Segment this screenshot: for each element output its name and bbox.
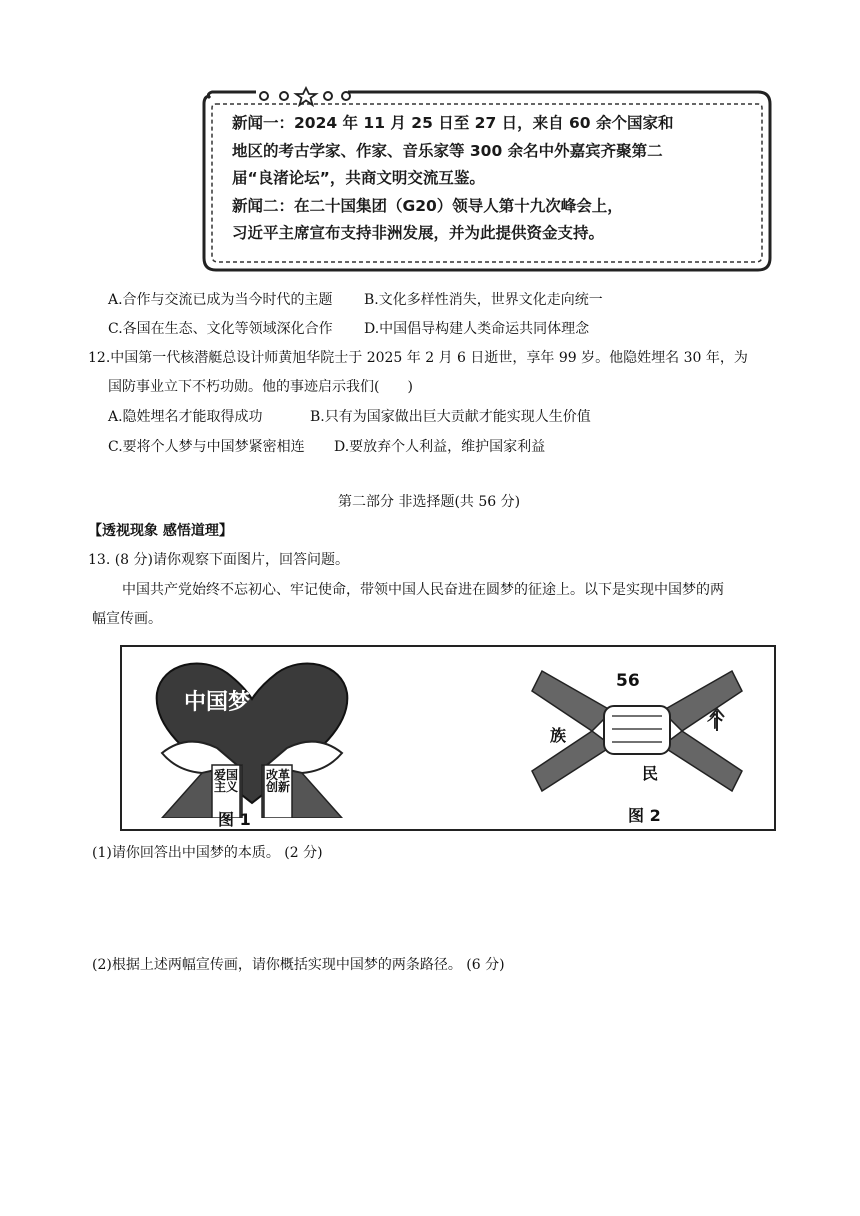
pillar-right-text	[266, 769, 290, 793]
pillar-left-char-4: 义	[226, 780, 239, 794]
q11-option-a: A.合作与交流已成为当今时代的主题	[108, 292, 333, 308]
pillar-left-char-2: 国	[226, 768, 239, 782]
q13-sub-question-2: (2)根据上述两幅宣传画，请你概括实现中国梦的两条路径。 (6 分)	[92, 957, 505, 973]
figure-1-label: 图 1	[218, 810, 251, 829]
q11-option-b: B.文化多样性消失，世界文化走向统一	[364, 292, 603, 308]
pillar-right-char-1: 改	[266, 768, 279, 782]
news-line-5: 习近平主席宣布支持非洲发展，并为此提供资金支持。	[232, 224, 605, 242]
pillar-right-char-4: 新	[278, 780, 291, 794]
pillar-left-char-3: 主	[214, 780, 227, 794]
pillar-left-text	[214, 769, 238, 793]
pillar-left-char-1: 爱	[214, 768, 227, 782]
heart-title: 中国梦	[184, 690, 251, 715]
label-zu: 族	[550, 726, 567, 745]
news-line-2: 地区的考古学家、作家、音乐家等 300 余名中外嘉宾齐聚第二	[232, 141, 663, 160]
q13-stem: 13. (8 分)请你观察下面图片，回答问题。	[88, 552, 349, 568]
news-line-1: 新闻一：2024 年 11 月 25 日至 27 日，来自 60 余个国家和	[232, 114, 674, 132]
news-line-3: 届“良渚论坛”，共商文明交流互鉴。	[232, 169, 485, 187]
q12-option-d: D.要放弃个人利益，维护国家利益	[334, 439, 546, 455]
q13-sub-question-1: (1)请你回答出中国梦的本质。 (2 分)	[92, 845, 323, 861]
pillar-right-char-3: 创	[266, 780, 279, 794]
propaganda-posters	[120, 645, 776, 831]
q12-stem-line-2: 国防事业立下不朽功勋。他的事迹启示我们( )	[108, 379, 413, 395]
label-56: 56	[616, 671, 640, 691]
news-line-4: 新闻二：在二十国集团（G20）领导人第十九次峰会上，	[232, 196, 623, 215]
q12-option-b: B.只有为国家做出巨大贡献才能实现人生价值	[310, 409, 591, 425]
q13-intro-line-2: 幅宣传画。	[92, 611, 162, 627]
news-content	[232, 110, 772, 248]
figure-2-label: 图 2	[628, 806, 661, 825]
q11-option-c: C.各国在生态、文化等领域深化合作	[108, 321, 333, 337]
label-min: 民	[642, 764, 659, 783]
q12-option-c: C.要将个人梦与中国梦紧密相连	[108, 439, 305, 455]
section-bracket-title: 【透视现象 感悟道理】	[88, 523, 233, 539]
figure-1-heart-illustration	[142, 653, 362, 818]
pillar-right-char-2: 革	[278, 768, 291, 782]
q13-intro-line-1: 中国共产党始终不忘初心、牢记使命，带领中国人民奋进在圆梦的征途上。以下是实现中国梦的两	[122, 582, 724, 598]
q12-option-a: A.隐姓埋名才能取得成功	[108, 409, 263, 425]
q12-stem-line-1: 12.中国第一代核潜艇总设计师黄旭华院士于 2025 年 2 月 6 日逝世，享年 99 岁。他隐姓埋名 30 年，为	[88, 350, 748, 366]
part2-title: 第二部分 非选择题(共 56 分)	[338, 494, 521, 510]
q11-option-d: D.中国倡导构建人类命运共同体理念	[364, 321, 590, 337]
label-ge: 个	[707, 712, 724, 731]
